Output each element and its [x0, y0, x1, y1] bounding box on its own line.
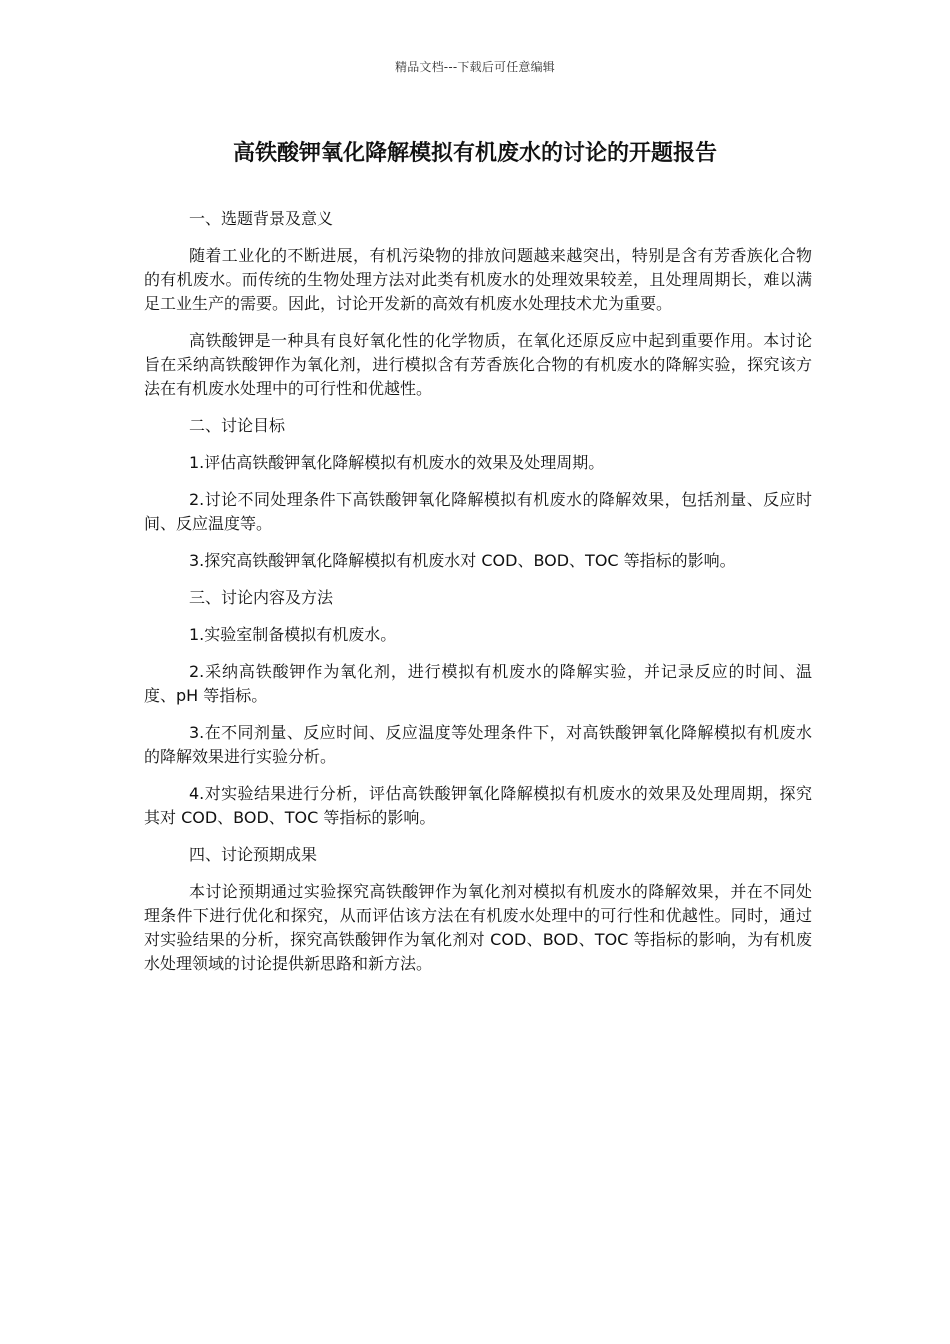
document-body	[144, 207, 812, 989]
goal-item-3: 3.探究高铁酸钾氧化降解模拟有机废水对 COD、BOD、TOC 等指标的影响。	[189, 551, 736, 570]
method-item-3: 3.在不同剂量、反应时间、反应温度等处理条件下，对高铁酸钾氧化降解模拟有机废水的降解效果进行实验分析。	[144, 723, 812, 766]
goal-item-1: 1.评估高铁酸钾氧化降解模拟有机废水的效果及处理周期。	[189, 453, 605, 472]
method-item-1: 1.实验室制备模拟有机废水。	[189, 625, 397, 644]
section-heading-goals: 二、讨论目标	[189, 416, 286, 435]
method-item-4: 4.对实验结果进行分析，评估高铁酸钾氧化降解模拟有机废水的效果及处理周期，探究其对 COD、BOD、TOC 等指标的影响。	[144, 784, 812, 827]
document-title: 高铁酸钾氧化降解模拟有机废水的讨论的开题报告	[232, 141, 717, 166]
section-heading-outcomes: 四、讨论预期成果	[189, 845, 318, 864]
page-header-watermark: 精品文档---下载后可任意编辑	[395, 60, 555, 74]
paragraph-background-2: 高铁酸钾是一种具有良好氧化性的化学物质，在氧化还原反应中起到重要作用。本讨论旨在采纳高铁酸钾作为氧化剂，进行模拟含有芳香族化合物的有机废水的降解实验，探究该方法在有机废水处理中的可行性和优越性。	[144, 331, 812, 398]
paragraph-outcomes: 本讨论预期通过实验探究高铁酸钾作为氧化剂对模拟有机废水的降解效果，并在不同处理条件下进行优化和探究，从而评估该方法在有机废水处理中的可行性和优越性。同时，通过对实验结果的分析，探究高铁酸钾作为氧化剂对 COD、BOD、TOC 等指标的影响，为有机废水处理领域的讨论提供新思路和新方法。	[144, 882, 812, 973]
section-heading-methods: 三、讨论内容及方法	[189, 588, 334, 607]
method-item-2: 2.采纳高铁酸钾作为氧化剂，进行模拟有机废水的降解实验，并记录反应的时间、温度、pH 等指标。	[144, 662, 812, 705]
section-heading-background: 一、选题背景及意义	[189, 209, 334, 228]
goal-item-2: 2.讨论不同处理条件下高铁酸钾氧化降解模拟有机废水的降解效果，包括剂量、反应时间、反应温度等。	[144, 490, 812, 533]
paragraph-background-1: 随着工业化的不断进展，有机污染物的排放问题越来越突出，特别是含有芳香族化合物的有机废水。而传统的生物处理方法对此类有机废水的处理效果较差，且处理周期长，难以满足工业生产的需要。因此，讨论开发新的高效有机废水处理技术尤为重要。	[144, 246, 812, 313]
